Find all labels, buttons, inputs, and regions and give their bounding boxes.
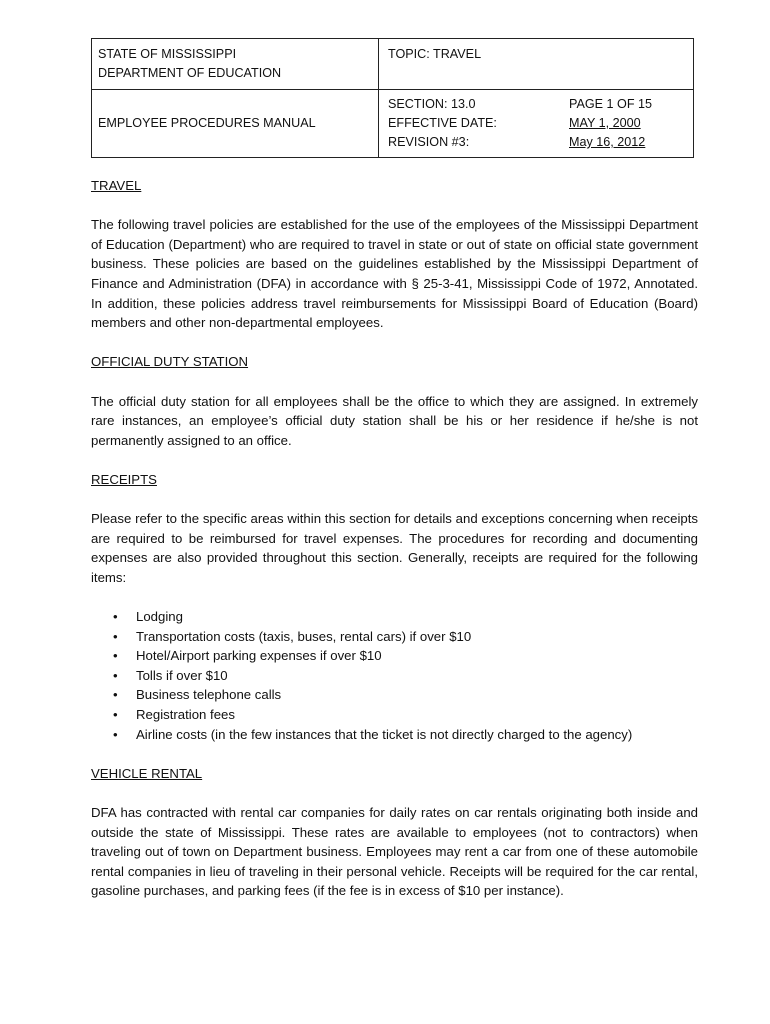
list-item bbox=[91, 685, 698, 705]
section-label: SECTION: 13.0 bbox=[388, 97, 476, 111]
section-title-official-duty-station: OFFICIAL DUTY STATION bbox=[91, 354, 249, 370]
bullet-icon: • bbox=[113, 667, 118, 683]
effective-date-line bbox=[388, 114, 693, 133]
topic-label: TOPIC: TRAVEL bbox=[388, 47, 482, 61]
bullet-icon: • bbox=[113, 707, 118, 723]
list-item-text: Tolls if over $10 bbox=[136, 667, 228, 683]
list-item-text: Transportation costs (taxis, buses, rental cars) if over $10 bbox=[136, 628, 472, 644]
revision-label: REVISION #3: bbox=[388, 135, 470, 149]
bullet-icon: • bbox=[113, 726, 118, 742]
bullet-icon: • bbox=[113, 648, 118, 664]
list-item-text: Business telephone calls bbox=[136, 687, 282, 703]
list-item bbox=[91, 666, 698, 686]
list-item bbox=[91, 705, 698, 725]
document-header-table bbox=[91, 38, 694, 158]
document-meta-cell bbox=[379, 90, 694, 158]
section-title-travel: TRAVEL bbox=[91, 178, 142, 193]
list-item bbox=[91, 627, 698, 647]
bullet-icon: • bbox=[113, 628, 118, 644]
organization-line-2: DEPARTMENT OF EDUCATION bbox=[98, 66, 282, 80]
list-item-text: Airline costs (in the few instances that the ticket is not directly charged to the agency) bbox=[136, 726, 633, 742]
duty-station-paragraph: The official duty station for all employees shall be the office to which they are assigned. In extremely rare instances, an employee’s official duty station shall be his or her residence if he/she is not permanently assigned to an office. bbox=[91, 393, 698, 448]
list-item-text: Hotel/Airport parking expenses if over $10 bbox=[136, 648, 382, 664]
revision-value: May 16, 2012 bbox=[569, 135, 646, 149]
organization-cell bbox=[92, 39, 379, 90]
section-title-vehicle-rental: VEHICLE RENTAL bbox=[91, 765, 203, 781]
list-item-text: Registration fees bbox=[136, 707, 235, 723]
topic-cell bbox=[379, 39, 694, 90]
receipts-list bbox=[91, 607, 698, 744]
effective-date-value: MAY 1, 2000 bbox=[569, 116, 641, 130]
effective-date-label: EFFECTIVE DATE: bbox=[388, 116, 497, 130]
revision-line bbox=[388, 133, 693, 152]
list-item-text: Lodging bbox=[136, 609, 183, 625]
travel-paragraph: The following travel policies are established for the use of the employees of the Mississippi Department of Education (Department) who are required to travel in state or out of state on official state government business. These policies are based on the guidelines established by the Mississippi Department of Finance and Administration (DFA) in accordance with § 25-3-41, Mississippi Code of 1972, Annotated. In addition, these policies address travel reimbursements for Mississippi Board of Education (Board) members and other non-departmental employees. bbox=[91, 217, 698, 331]
organization-line-1: STATE OF MISSISSIPPI bbox=[98, 47, 237, 61]
manual-cell bbox=[92, 90, 379, 158]
bullet-icon: • bbox=[113, 687, 118, 703]
receipts-paragraph: Please refer to the specific areas within this section for details and exceptions concerning when receipts are required to be reimbursed for travel expenses. The procedures for recording and documenting expenses are also provided throughout this section. Generally, receipts are required for the following items: bbox=[91, 511, 698, 585]
bullet-icon: • bbox=[113, 609, 118, 625]
list-item bbox=[91, 646, 698, 666]
document-body bbox=[91, 176, 698, 921]
list-item bbox=[91, 607, 698, 627]
page-number: PAGE 1 OF 15 bbox=[569, 97, 653, 111]
manual-title: EMPLOYEE PROCEDURES MANUAL bbox=[98, 116, 316, 130]
list-item bbox=[91, 725, 698, 745]
vehicle-rental-paragraph: DFA has contracted with rental car companies for daily rates on car rentals originating both inside and outside the state of Mississippi. These rates are available to employees (not to contractors) when traveling out of town on Department business. Employees may rent a car from one of these automobile rental companies in lieu of traveling in their personal vehicle. Receipts will be required for the car rental, gasoline purchases, and parking fees (if the fee is in excess of $10 per instance). bbox=[91, 805, 698, 899]
section-title-receipts: RECEIPTS bbox=[91, 471, 157, 487]
section-line bbox=[388, 95, 693, 114]
